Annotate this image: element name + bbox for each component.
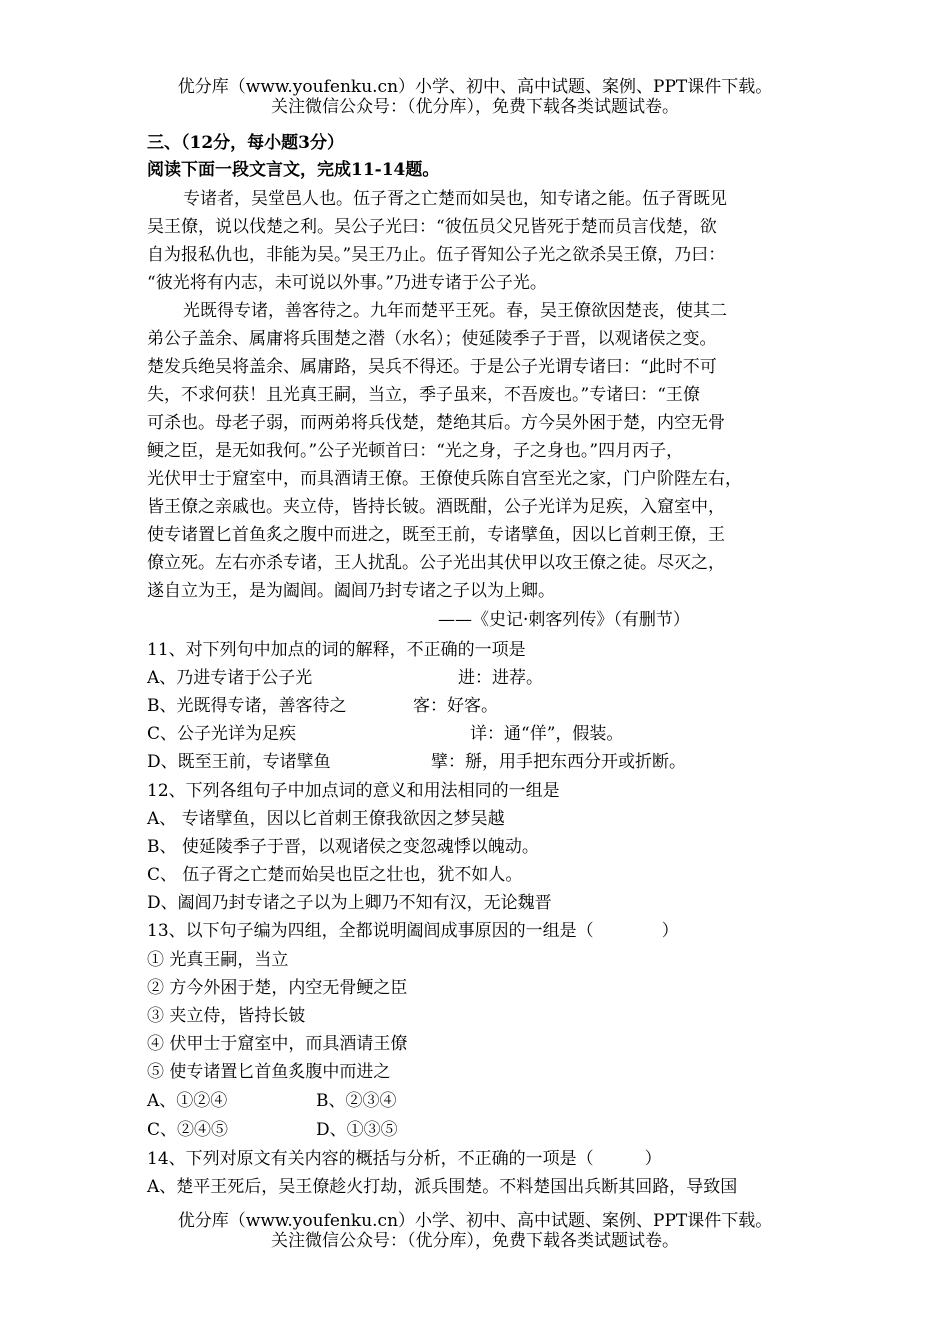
header-line-1: 优分库（www.youfenku.cn）小学、初中、高中试题、案例、PPT课件下载。: [177, 77, 773, 97]
passage-line: 僚立死。左右亦杀专诸，王人扰乱。公子光出其伏甲以攻王僚之徒。尽灭之，: [147, 553, 725, 573]
passage-line: 鲠之臣，是无如我何。”公子光顿首曰：“光之身，子之身也。”四月丙子，: [147, 441, 684, 461]
passage-line: 皆王僚之亲戚也。夹立侍，皆持长铍。酒既酣，公子光详为足疾，入窟室中，: [147, 497, 725, 517]
passage-line: 光既得专诸，善客待之。九年而楚平王死。春，吴王僚欲因楚丧，使其二: [183, 301, 727, 321]
q11-option-b: B、光既得专诸，善客待之: [147, 696, 347, 716]
q13-item-5: ⑤ 使专诸置匕首鱼炙腹中而进之: [147, 1062, 391, 1082]
q12-option-a: A、 专诸擘鱼，因以匕首刺王僚我欲因之梦吴越: [147, 809, 505, 829]
q11-option-c: C、公子光详为足疾: [147, 724, 297, 744]
section-instruction: 阅读下面一段文言文，完成11-14题。: [147, 160, 440, 180]
q11-option-d-note: 擘：掰，用手把东西分开或折断。: [431, 752, 686, 772]
footer-line-1: 优分库（www.youfenku.cn）小学、初中、高中试题、案例、PPT课件下载。: [177, 1211, 773, 1231]
q11-option-a-note: 进：进荐。: [458, 668, 543, 688]
q11-stem: 11、对下列句中加点的词的解释，不正确的一项是: [147, 640, 526, 660]
q14-option-a: A、楚平王死后，吴王僚趁火打劫，派兵围楚。不料楚国出兵断其回路，导致国: [147, 1177, 738, 1197]
footer-line-2: 关注微信公众号：（优分库），免费下载各类试题试卷。: [271, 1231, 679, 1251]
q13-item-4: ④ 伏甲士于窟室中，而具酒请王僚: [147, 1034, 408, 1054]
passage-line: 专诸者，吴堂邑人也。伍子胥之亡楚而如吴也，知专诸之能。伍子胥既见: [183, 189, 727, 209]
passage-line: 吴王僚，说以伐楚之利。吴公子光曰：“彼伍员父兄皆死于楚而员言伐楚，欲: [147, 217, 717, 237]
q12-option-c: C、 伍子胥之亡楚而始吴也臣之壮也，犹不如人。: [147, 865, 523, 885]
passage-line: 光伏甲士于窟室中，而具酒请王僚。王僚使兵陈自宫至光之家，门户阶陛左右，: [147, 469, 742, 489]
header-line-2: 关注微信公众号：（优分库），免费下载各类试题试卷。: [271, 97, 679, 117]
passage-line: 可杀也。母老子弱，而两弟将兵伐楚，楚绝其后。方今吴外困于楚，内空无骨: [147, 413, 725, 433]
passage-line: 失，不求何获！且光真王嗣，当立，季子虽来，不吾废也。”专诸曰：“王僚: [147, 385, 700, 405]
q11-option-a: A、乃进专诸于公子光: [147, 668, 313, 688]
q13-item-1: ① 光真王嗣，当立: [147, 950, 289, 970]
q13-item-2: ② 方今外困于楚，内空无骨鲠之臣: [147, 978, 408, 998]
passage-line: 楚发兵绝吴将盖余、属庸路，吴兵不得还。于是公子光谓专诸曰：“此时不可: [147, 357, 717, 377]
q13-option-d: D、①③⑤: [316, 1120, 398, 1140]
q12-option-d: D、阖闾乃封专诸之子以为上卿乃不知有汉，无论魏晋: [147, 893, 552, 913]
q12-stem: 12、下列各组句子中加点词的意义和用法相同的一组是: [147, 781, 560, 801]
passage-line: 自为报私仇也，非能为吴。”吴王乃止。伍子胥知公子光之欲杀吴王僚，乃曰：: [147, 245, 726, 265]
passage-line: 遂自立为王，是为阖闾。阖闾乃封专诸之子以为上卿。: [147, 581, 555, 601]
q13-option-c: C、②④⑤: [147, 1120, 229, 1140]
passage-line: 使专诸置匕首鱼炙之腹中而进之，既至王前，专诸擘鱼，因以匕首刺王僚，王: [147, 525, 725, 545]
section-title: 三、（12分，每小题3分）: [147, 133, 344, 153]
q13-stem: 13、以下句子编为四组，全都说明阖闾成事原因的一组是（ ）: [147, 921, 679, 941]
q14-stem: 14、下列对原文有关内容的概括与分析，不正确的一项是（ ）: [147, 1149, 662, 1169]
q12-option-b: B、 使延陵季子于晋，以观诸侯之变忽魂悸以魄动。: [147, 837, 539, 857]
q13-option-b: B、②③④: [316, 1091, 397, 1111]
passage-source: ——《史记·刺客列传》（有删节）: [438, 610, 690, 630]
q11-option-c-note: 详：通“佯”，假装。: [470, 724, 624, 744]
q13-option-a: A、①②④: [147, 1091, 228, 1111]
q11-option-d: D、既至王前，专诸擘鱼: [147, 752, 331, 772]
q13-item-3: ③ 夹立侍，皆持长铍: [147, 1006, 306, 1026]
passage-line: “彼光将有内志，未可说以外事。”乃进专诸于公子光。: [147, 273, 547, 293]
passage-line: 弟公子盖余、属庸将兵围楚之潜（水名）；使延陵季子于晋，以观诸侯之变。: [147, 329, 717, 349]
q11-option-b-note: 客：好客。: [413, 696, 498, 716]
